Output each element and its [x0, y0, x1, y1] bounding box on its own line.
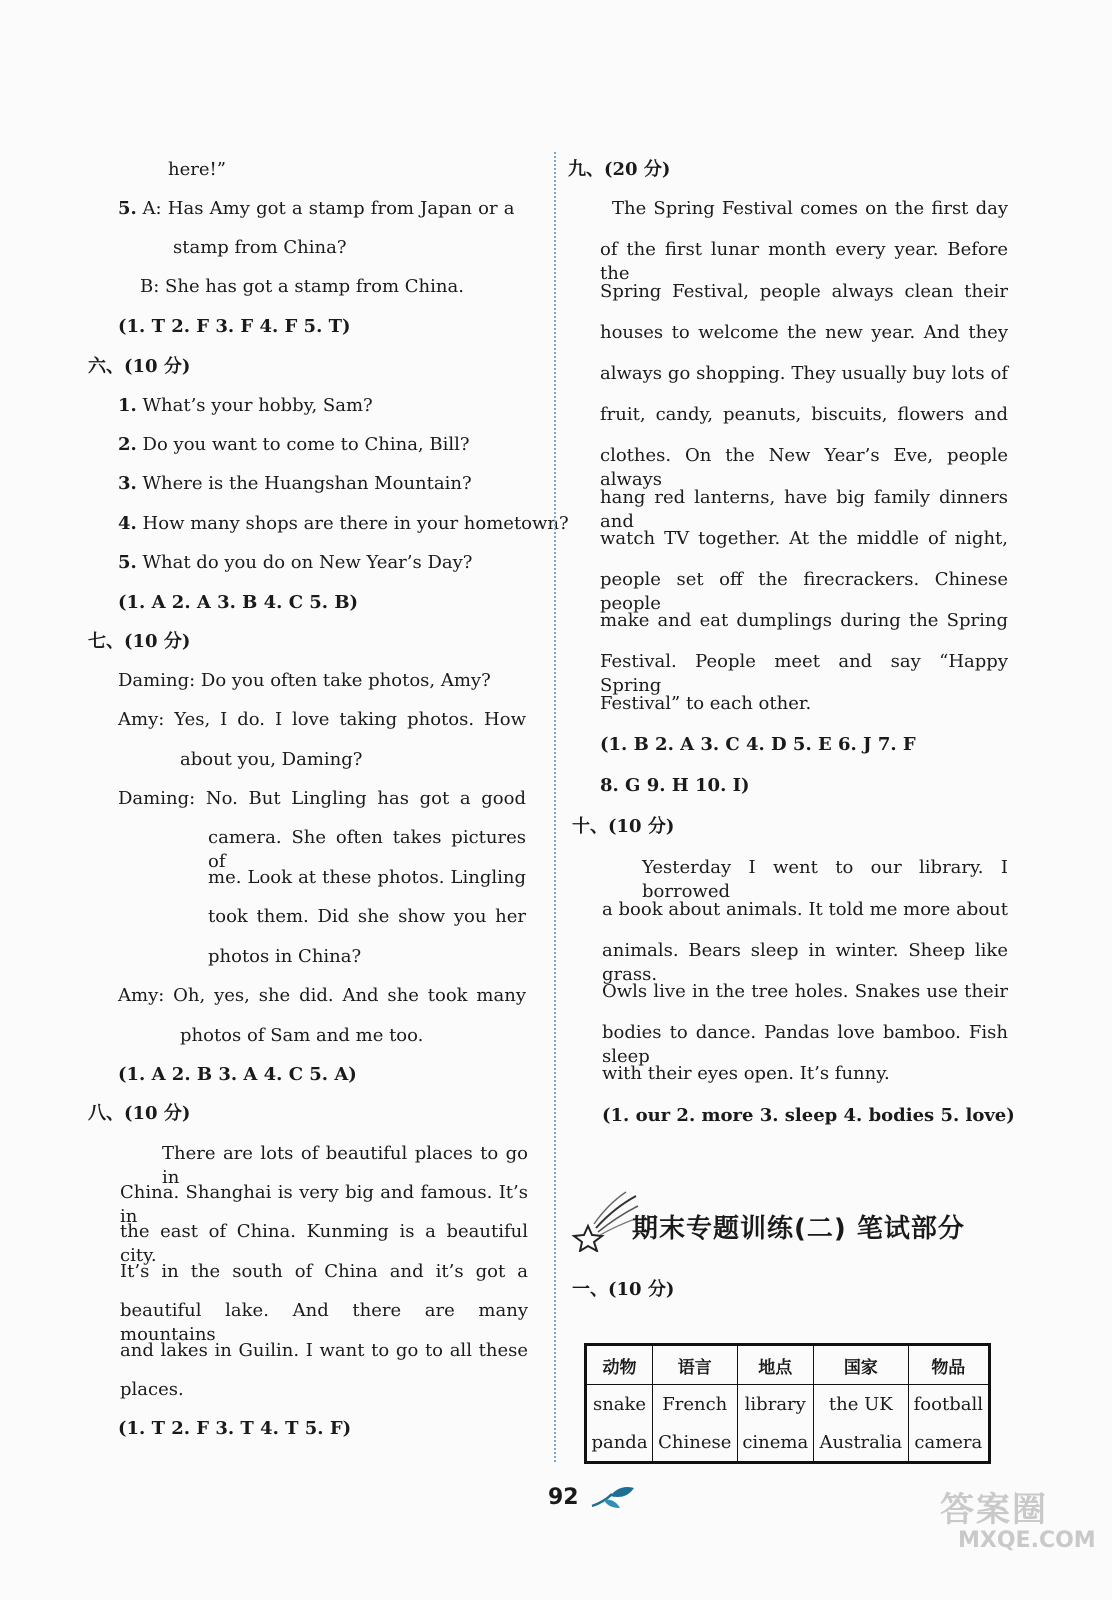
watermark-url: MXQE.COM: [958, 1528, 1096, 1553]
dialogue-line: Amy: Yes, I do. I love taking photos. How: [118, 709, 526, 730]
page-number: 92: [548, 1485, 579, 1510]
table-cell: French: [653, 1385, 737, 1424]
dialogue-line: took them. Did she show you her: [208, 906, 526, 927]
item-text: What do you do on New Year’s Day?: [142, 552, 473, 573]
section-heading: 七、(10 分): [88, 631, 191, 652]
paragraph-line: the east of China. Kunming is a beautiful city.: [120, 1221, 528, 1266]
list-item: [118, 433, 470, 457]
table-cell: cinema: [737, 1423, 814, 1463]
table-cell: the UK: [814, 1385, 909, 1424]
paragraph-line: a book about animals. It told me more about: [602, 899, 1008, 920]
dialogue-text: A: Has Amy got a stamp from Japan or a: [142, 198, 515, 219]
answer-key: 8. G 9. H 10. I): [600, 775, 750, 796]
table-cell: football: [908, 1385, 989, 1424]
dialogue-line: Amy: Oh, yes, she did. And she took many: [118, 985, 526, 1006]
table-header-cell: 国家: [814, 1345, 909, 1385]
paragraph-line: China. Shanghai is very big and famous. It’s in: [120, 1182, 528, 1227]
paragraph-line: The Spring Festival comes on the first day: [612, 198, 1008, 219]
table-row: [586, 1423, 990, 1463]
dialogue-line: me. Look at these photos. Lingling: [208, 867, 526, 888]
table-cell: panda: [586, 1423, 653, 1463]
table-cell: snake: [586, 1385, 653, 1424]
paragraph-line: Yesterday I went to our library. I borrowed: [642, 857, 1008, 902]
item-number: 5.: [118, 198, 137, 219]
table-cell: library: [737, 1385, 814, 1424]
paragraph-line: houses to welcome the new year. And they: [600, 322, 1008, 343]
paragraph-line: Owls live in the tree holes. Snakes use their: [602, 981, 1008, 1002]
item-text: How many shops are there in your hometown?: [142, 513, 569, 534]
paragraph-line: Festival. People meet and say “Happy Spring: [600, 651, 1008, 696]
dialogue-line: photos of Sam and me too.: [180, 1025, 424, 1046]
paragraph-line: bodies to dance. Pandas love bamboo. Fish sleep: [602, 1022, 1008, 1067]
paragraph-line: watch TV together. At the middle of night,: [600, 528, 1008, 549]
table-header-row: [586, 1345, 990, 1385]
dialogue-line: [118, 197, 528, 221]
leaf-ornament-icon: [590, 1482, 640, 1512]
dialogue-line: photos in China?: [208, 946, 362, 967]
column-divider: [554, 152, 556, 1462]
dialogue-line: stamp from China?: [173, 237, 347, 258]
answer-key: (1. B 2. A 3. C 4. D 5. E 6. J 7. F: [600, 734, 916, 755]
paragraph-line: Spring Festival, people always clean their: [600, 281, 1008, 302]
table-cell: Australia: [814, 1423, 909, 1463]
paragraph-line: always go shopping. They usually buy lots of: [600, 363, 1008, 384]
item-number: 4.: [118, 513, 137, 534]
section-heading: 十、(10 分): [572, 816, 675, 837]
section-heading: 八、(10 分): [88, 1103, 191, 1124]
paragraph-line: fruit, candy, peanuts, biscuits, flowers and: [600, 404, 1008, 425]
list-item: [118, 394, 373, 418]
paragraph-line: of the first lunar month every year. Before the: [600, 239, 1008, 284]
paragraph-line: with their eyes open. It’s funny.: [602, 1063, 890, 1084]
paragraph-line: and lakes in Guilin. I want to go to all these: [120, 1340, 528, 1361]
paragraph-line: people set off the firecrackers. Chinese people: [600, 569, 1008, 614]
table-header-cell: 地点: [737, 1345, 814, 1385]
item-number: 3.: [118, 473, 137, 494]
item-number: 2.: [118, 434, 137, 455]
paragraph-line: animals. Bears sleep in winter. Sheep like grass.: [602, 940, 1008, 985]
section-heading: 一、(10 分): [572, 1279, 675, 1300]
shooting-star-icon: [570, 1188, 640, 1252]
table-cell: Chinese: [653, 1423, 737, 1463]
item-number: 5.: [118, 552, 137, 573]
dialogue-line: Daming: Do you often take photos, Amy?: [118, 670, 491, 691]
item-text: Where is the Huangshan Mountain?: [142, 473, 472, 494]
answer-key: (1. T 2. F 3. T 4. T 5. F): [118, 1418, 352, 1439]
paragraph-line: Festival” to each other.: [600, 693, 812, 714]
table-row: [586, 1385, 990, 1424]
section-heading: 六、(10 分): [88, 356, 191, 377]
answer-key: (1. T 2. F 3. F 4. F 5. T): [118, 316, 351, 337]
paragraph-line: beautiful lake. And there are many mountains: [120, 1300, 528, 1345]
dialogue-line: camera. She often takes pictures of: [208, 827, 526, 872]
list-item: [118, 551, 472, 575]
list-item: [118, 472, 472, 496]
table-header-cell: 动物: [586, 1345, 653, 1385]
table-header-cell: 语言: [653, 1345, 737, 1385]
item-text: What’s your hobby, Sam?: [142, 395, 373, 416]
section-heading: 九、(20 分): [568, 159, 671, 180]
paragraph-line: It’s in the south of China and it’s got a: [120, 1261, 528, 1282]
answer-key: (1. our 2. more 3. sleep 4. bodies 5. love): [602, 1105, 1015, 1126]
item-text: Do you want to come to China, Bill?: [142, 434, 470, 455]
unit-heading-text: 期末专题训练(二) 笔试部分: [632, 1214, 965, 1244]
paragraph-line: There are lots of beautiful places to go in: [162, 1143, 528, 1188]
dialogue-line: Daming: No. But Lingling has got a good: [118, 788, 526, 809]
paragraph-line: places.: [120, 1379, 184, 1400]
dialogue-line: about you, Daming?: [180, 749, 363, 770]
unit-heading: [580, 1200, 1030, 1260]
vocabulary-table: [584, 1343, 991, 1464]
table-cell: camera: [908, 1423, 989, 1463]
paragraph-line: hang red lanterns, have big family dinners and: [600, 487, 1008, 532]
dialogue-line: B: She has got a stamp from China.: [140, 276, 464, 297]
answer-key: (1. A 2. A 3. B 4. C 5. B): [118, 592, 359, 613]
table-header-cell: 物品: [908, 1345, 989, 1385]
paragraph-line: clothes. On the New Year’s Eve, people always: [600, 445, 1008, 490]
list-item: [118, 512, 569, 536]
answer-key: (1. A 2. B 3. A 4. C 5. A): [118, 1064, 357, 1085]
paragraph-line: make and eat dumplings during the Spring: [600, 610, 1008, 631]
text-line: here!”: [168, 159, 226, 180]
watermark-logo: 答案圈: [940, 1490, 1048, 1530]
item-number: 1.: [118, 395, 137, 416]
